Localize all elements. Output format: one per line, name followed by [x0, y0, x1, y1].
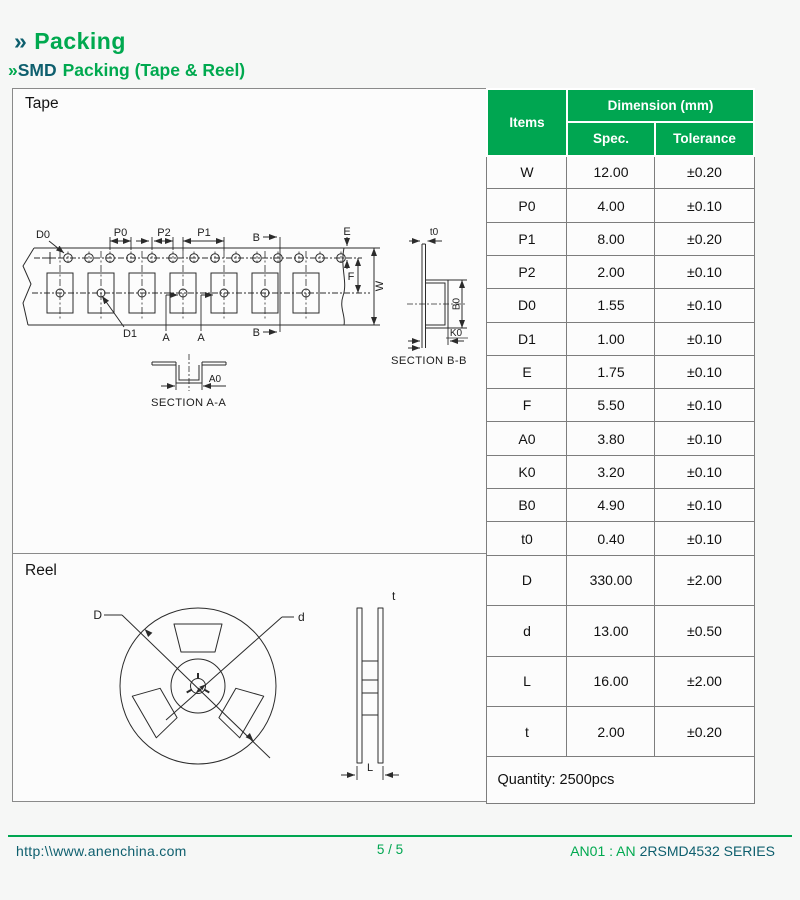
- spec-cell: 4.90: [567, 489, 655, 522]
- tape-right-break: [342, 248, 345, 325]
- item-cell: B0: [487, 489, 567, 522]
- item-cell: K0: [487, 455, 567, 488]
- page-title: [14, 28, 126, 55]
- dim-label-reel-t: t: [392, 589, 396, 603]
- table-row: [487, 522, 754, 555]
- spec-cell: 16.00: [567, 656, 655, 706]
- section-title: [8, 60, 245, 81]
- dim-label-d0: D0: [35, 229, 51, 241]
- item-cell: t0: [487, 522, 567, 555]
- dim-label-b0: B0: [451, 297, 463, 311]
- spec-cell: 1.00: [567, 322, 655, 355]
- tolerance-cell: ±0.10: [655, 522, 754, 555]
- diameter-arrowheads: [145, 629, 254, 741]
- spec-cell: 2.00: [567, 707, 655, 757]
- tolerance-cell: ±0.10: [655, 189, 754, 222]
- spec-cell: 3.20: [567, 455, 655, 488]
- table-row: [487, 707, 754, 757]
- tolerance-cell: ±0.10: [655, 489, 754, 522]
- reel-hub-circle: [171, 659, 225, 713]
- dim-label-f: F: [347, 271, 355, 283]
- tolerance-cell: ±2.00: [655, 555, 754, 605]
- doc-ref-prefix: AN01 : AN: [570, 843, 636, 859]
- item-cell: E: [487, 355, 567, 388]
- section-a-label-left: A: [162, 332, 170, 344]
- doc-ref-series: 2RSMD4532 SERIES: [639, 843, 775, 859]
- tape-section: [13, 89, 489, 553]
- packing-panel: [12, 88, 755, 802]
- table-row: [487, 489, 754, 522]
- table-row: [487, 156, 754, 189]
- reel-window: [132, 688, 177, 738]
- reel-window: [174, 624, 222, 652]
- dim-label-a0: A0: [208, 374, 222, 385]
- tape-left-break: [23, 248, 34, 325]
- dim-label-k0: K0: [449, 328, 463, 339]
- item-cell: P1: [487, 222, 567, 255]
- quantity-cell: Quantity: 2500pcs: [487, 757, 754, 804]
- table-row: [487, 355, 754, 388]
- reel-side-view: [341, 608, 399, 780]
- table-row: [487, 255, 754, 288]
- dimension-header: Dimension (mm): [567, 89, 754, 122]
- title-chevron: »: [14, 28, 28, 54]
- section-aa-caption: SECTION A-A: [151, 397, 227, 409]
- dim-label-p1: P1: [197, 227, 211, 239]
- dim-label-d1: D1: [122, 328, 138, 340]
- dim-label-p0: P0: [113, 227, 128, 239]
- dim-label-p2: P2: [157, 227, 171, 239]
- spec-cell: 3.80: [567, 422, 655, 455]
- section-a-label-right: A: [197, 332, 205, 344]
- dim-label-e: E: [343, 226, 351, 238]
- table-row: [487, 389, 754, 422]
- tolerance-cell: ±0.20: [655, 707, 754, 757]
- items-header: Items: [487, 89, 567, 156]
- spec-cell: 1.75: [567, 355, 655, 388]
- table-row: [487, 422, 754, 455]
- tolerance-cell: ±0.50: [655, 606, 754, 656]
- spec-cell: 2.00: [567, 255, 655, 288]
- item-cell: P2: [487, 255, 567, 288]
- dim-label-reel-l: L: [366, 762, 374, 774]
- section-bb-caption: SECTION B-B: [391, 355, 467, 367]
- tolerance-cell: ±0.20: [655, 156, 754, 189]
- tolerance-cell: ±0.10: [655, 422, 754, 455]
- item-cell: W: [487, 156, 567, 189]
- spec-cell: 0.40: [567, 522, 655, 555]
- tape-drawing: [14, 224, 488, 432]
- table-row: [487, 555, 754, 605]
- section-b-label-bottom: B: [252, 327, 260, 339]
- tolerance-cell: ±0.10: [655, 455, 754, 488]
- tolerance-cell: ±0.10: [655, 355, 754, 388]
- table-row: [487, 656, 754, 706]
- item-cell: D1: [487, 322, 567, 355]
- subtitle-chevron: »: [8, 60, 18, 80]
- subtitle-brand: SMD: [17, 60, 57, 80]
- extension-lines: [110, 237, 380, 325]
- item-cell: F: [487, 389, 567, 422]
- table-row: [487, 606, 754, 656]
- item-cell: L: [487, 656, 567, 706]
- footer-divider: [8, 835, 792, 837]
- spec-cell: 330.00: [567, 555, 655, 605]
- quantity-row: [487, 757, 754, 804]
- table-header-row: [487, 89, 754, 122]
- item-cell: d: [487, 606, 567, 656]
- spec-cell: 12.00: [567, 156, 655, 189]
- document-reference: [570, 843, 775, 859]
- reel-label: Reel: [25, 562, 57, 579]
- item-cell: D: [487, 555, 567, 605]
- subtitle-text: Packing (Tape & Reel): [62, 60, 246, 80]
- item-cell: t: [487, 707, 567, 757]
- tape-label: Tape: [25, 95, 59, 112]
- tolerance-cell: ±0.10: [655, 322, 754, 355]
- table-row: [487, 455, 754, 488]
- tolerance-cell: ±0.10: [655, 255, 754, 288]
- dim-label-w: W: [374, 280, 386, 292]
- dimension-table: [486, 88, 755, 804]
- spec-cell: 4.00: [567, 189, 655, 222]
- spec-cell: 5.50: [567, 389, 655, 422]
- item-cell: P0: [487, 189, 567, 222]
- tolerance-cell: ±0.10: [655, 289, 754, 322]
- tolerance-cell: ±0.20: [655, 222, 754, 255]
- tolerance-cell: ±2.00: [655, 656, 754, 706]
- tolerance-cell: ±0.10: [655, 389, 754, 422]
- item-cell: D0: [487, 289, 567, 322]
- table-row: [487, 189, 754, 222]
- spec-header: Spec.: [567, 122, 655, 155]
- spec-cell: 8.00: [567, 222, 655, 255]
- dim-label-reel-d-inner: d: [298, 610, 305, 624]
- table-row: [487, 289, 754, 322]
- tolerance-header: Tolerance: [655, 122, 754, 155]
- section-aa-drawing: [152, 354, 226, 391]
- reel-section: [13, 553, 489, 802]
- dim-label-reel-d-outer: D: [93, 608, 102, 622]
- dim-label-t0: t0: [429, 227, 439, 238]
- footer-url[interactable]: http:\\www.anenchina.com: [16, 843, 187, 859]
- reel-drawing: [18, 588, 418, 794]
- table-row: [487, 222, 754, 255]
- page-number: 5 / 5: [376, 842, 404, 857]
- item-cell: A0: [487, 422, 567, 455]
- spec-cell: 13.00: [567, 606, 655, 656]
- title-text: Packing: [34, 28, 126, 54]
- spec-cell: 1.55: [567, 289, 655, 322]
- section-b-label-top: B: [252, 232, 260, 244]
- table-row: [487, 322, 754, 355]
